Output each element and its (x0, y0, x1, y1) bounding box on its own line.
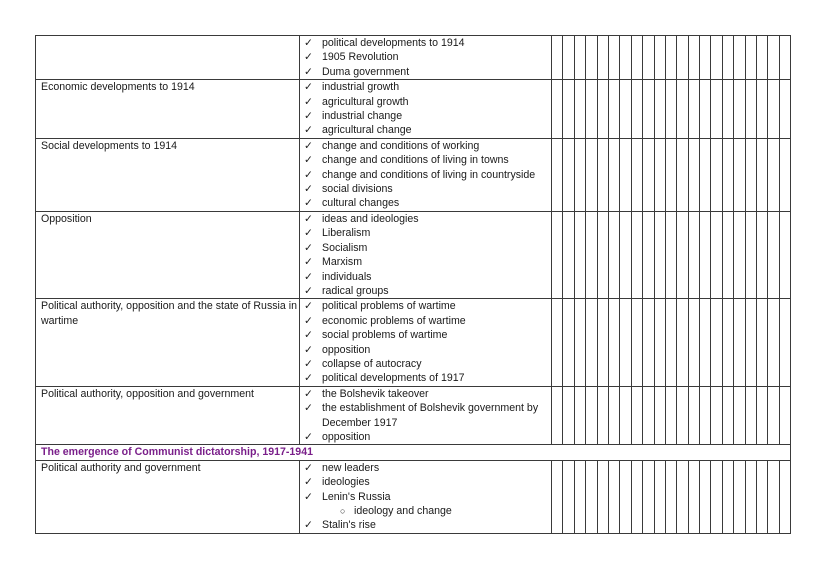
list-item (304, 109, 551, 123)
list-item (304, 371, 551, 385)
tick-box-cell[interactable] (608, 138, 619, 211)
tick-box-cell[interactable] (552, 299, 563, 386)
tick-box-cell[interactable] (722, 299, 733, 386)
tick-box-cell[interactable] (700, 138, 711, 211)
tick-box-cell[interactable] (608, 36, 619, 80)
tick-box-cell[interactable] (688, 80, 699, 139)
tick-box-cell[interactable] (768, 386, 779, 445)
tick-box-cell[interactable] (574, 299, 585, 386)
tick-box-cell[interactable] (757, 80, 768, 139)
checkmark-icon: ✓ (304, 212, 313, 225)
tick-box-cell[interactable] (563, 36, 574, 80)
items-cell (300, 80, 552, 139)
list-item-label: agricultural change (322, 124, 412, 137)
tick-box-cell[interactable] (768, 36, 779, 80)
tick-box-cell[interactable] (700, 211, 711, 298)
table-row (36, 386, 791, 445)
checkmark-icon: ✓ (304, 95, 313, 108)
checkmark-icon: ✓ (304, 430, 313, 443)
tick-box-cell[interactable] (643, 36, 654, 80)
tick-box-cell[interactable] (586, 299, 597, 386)
checkmark-icon: ✓ (304, 227, 313, 240)
list-item-label: Stalin's rise (322, 519, 376, 532)
tick-box-cell[interactable] (597, 36, 608, 80)
tick-box-cell[interactable] (597, 138, 608, 211)
tick-box-cell[interactable] (631, 138, 642, 211)
tick-box-cell[interactable] (665, 36, 676, 80)
tick-box-cell[interactable] (677, 460, 688, 533)
list-item (304, 182, 551, 196)
items-cell (300, 386, 552, 445)
tick-box-cell[interactable] (677, 386, 688, 445)
checkmark-icon: ✓ (304, 124, 313, 137)
tick-box-cell[interactable] (757, 211, 768, 298)
tick-box-cell[interactable] (779, 460, 790, 533)
tick-box-cell[interactable] (643, 80, 654, 139)
tick-box-cell[interactable] (631, 211, 642, 298)
list-item (304, 343, 551, 357)
tick-box-cell[interactable] (734, 211, 745, 298)
table-row (36, 80, 791, 139)
tick-box-cell[interactable] (552, 80, 563, 139)
tick-box-cell[interactable] (768, 211, 779, 298)
items-cell (300, 460, 552, 533)
tick-box-cell[interactable] (688, 211, 699, 298)
list-item-label: Duma government (322, 65, 410, 78)
tick-box-cell[interactable] (779, 299, 790, 386)
tick-box-cell[interactable] (745, 299, 756, 386)
checkmark-icon: ✓ (304, 329, 313, 342)
tick-box-cell[interactable] (631, 36, 642, 80)
tick-box-cell[interactable] (779, 386, 790, 445)
tick-box-cell[interactable] (677, 36, 688, 80)
tick-box-cell[interactable] (677, 138, 688, 211)
tick-box-cell[interactable] (734, 299, 745, 386)
items-cell (300, 299, 552, 386)
tick-box-cell[interactable] (757, 36, 768, 80)
checkmark-icon: ✓ (304, 519, 313, 532)
tick-box-cell[interactable] (574, 211, 585, 298)
list-item (304, 490, 551, 504)
tick-box-cell[interactable] (722, 80, 733, 139)
tick-box-cell[interactable] (711, 211, 722, 298)
list-item (304, 139, 551, 153)
checkmark-icon: ✓ (304, 197, 313, 210)
tick-box-cell[interactable] (563, 211, 574, 298)
list-item (304, 95, 551, 109)
checkmark-icon: ✓ (304, 402, 313, 415)
tick-box-cell[interactable] (552, 36, 563, 80)
list-item (304, 196, 551, 210)
tick-box-cell[interactable] (722, 36, 733, 80)
tick-box-cell[interactable] (665, 386, 676, 445)
document-page (35, 35, 791, 534)
tick-box-cell[interactable] (597, 211, 608, 298)
tick-box-cell[interactable] (768, 80, 779, 139)
tick-box-cell[interactable] (608, 211, 619, 298)
checkmark-icon: ✓ (304, 168, 313, 181)
list-item (304, 255, 551, 269)
list-item-label: change and conditions of living in towns (322, 154, 509, 167)
list-item (304, 168, 551, 182)
tick-box-cell[interactable] (688, 386, 699, 445)
tick-box-cell[interactable] (757, 386, 768, 445)
tick-box-cell[interactable] (665, 299, 676, 386)
checkmark-icon: ✓ (304, 110, 313, 123)
list-item (304, 241, 551, 255)
list-item (304, 401, 551, 430)
tick-box-cell[interactable] (722, 211, 733, 298)
tick-box-cell[interactable] (779, 138, 790, 211)
list-item (304, 299, 551, 313)
table-row (36, 36, 791, 80)
items-cell (300, 36, 552, 80)
tick-box-cell[interactable] (563, 386, 574, 445)
list-item (304, 123, 551, 137)
tick-box-cell[interactable] (643, 211, 654, 298)
tick-box-cell[interactable] (734, 36, 745, 80)
tick-box-cell[interactable] (620, 299, 631, 386)
tick-box-cell[interactable] (745, 36, 756, 80)
list-item-label: agricultural growth (322, 95, 409, 108)
list-item-label: political developments of 1917 (322, 372, 465, 385)
tick-box-cell[interactable] (620, 211, 631, 298)
tick-box-cell[interactable] (654, 460, 665, 533)
table-row (36, 138, 791, 211)
tick-box-cell[interactable] (597, 460, 608, 533)
list-item-label: industrial change (322, 110, 403, 123)
tick-box-cell[interactable] (631, 386, 642, 445)
checkmark-icon: ✓ (304, 183, 313, 196)
checkmark-icon: ✓ (304, 51, 313, 64)
tick-box-cell[interactable] (677, 211, 688, 298)
tick-box-cell[interactable] (586, 386, 597, 445)
tick-box-cell[interactable] (608, 80, 619, 139)
checkmark-icon: ✓ (304, 476, 313, 489)
table-row (36, 299, 791, 386)
topic-cell: Political authority, opposition and the state of Russia in wartime (36, 299, 300, 386)
tick-box-cell[interactable] (608, 460, 619, 533)
tick-box-cell[interactable] (711, 386, 722, 445)
checkmark-icon: ✓ (304, 81, 313, 94)
checkmark-icon: ✓ (304, 284, 313, 297)
revision-checklist-table (35, 35, 791, 534)
tick-box-cell[interactable] (620, 80, 631, 139)
checkmark-icon: ✓ (304, 372, 313, 385)
checkmark-icon: ✓ (304, 300, 313, 313)
tick-box-cell[interactable] (665, 138, 676, 211)
table-row (36, 460, 791, 533)
list-item-label: Marxism (322, 256, 363, 269)
list-item-label: economic problems of wartime (322, 314, 466, 327)
tick-box-cell[interactable] (563, 299, 574, 386)
list-item-label: the establishment of Bolshevik government by December 1917 (322, 402, 539, 429)
tick-box-cell[interactable] (745, 211, 756, 298)
list-item-label: opposition (322, 343, 371, 356)
tick-box-cell[interactable] (757, 138, 768, 211)
tick-box-cell[interactable] (722, 460, 733, 533)
list-item-label: Socialism (322, 241, 368, 254)
tick-box-cell[interactable] (700, 460, 711, 533)
topic-cell (36, 36, 300, 80)
tick-box-cell[interactable] (643, 299, 654, 386)
tick-box-cell[interactable] (768, 299, 779, 386)
list-item-label: political developments to 1914 (322, 37, 465, 49)
topic-cell: Social developments to 1914 (36, 138, 300, 211)
items-cell (300, 211, 552, 298)
tick-box-cell[interactable] (654, 211, 665, 298)
tick-box-cell[interactable] (608, 299, 619, 386)
list-item (304, 80, 551, 94)
list-item-label: ideas and ideologies (322, 212, 419, 225)
tick-box-cell[interactable] (586, 211, 597, 298)
tick-box-cell[interactable] (643, 460, 654, 533)
sub-list-item (304, 504, 551, 518)
list-item-label: radical groups (322, 284, 389, 297)
tick-box-cell[interactable] (665, 80, 676, 139)
tick-box-cell[interactable] (745, 80, 756, 139)
tick-box-cell[interactable] (757, 299, 768, 386)
tick-box-cell[interactable] (631, 460, 642, 533)
tick-box-cell[interactable] (665, 460, 676, 533)
checkmark-icon: ✓ (304, 490, 313, 503)
tick-box-cell[interactable] (643, 386, 654, 445)
topic-cell: Economic developments to 1914 (36, 80, 300, 139)
tick-box-cell[interactable] (677, 80, 688, 139)
checkmark-icon: ✓ (304, 387, 313, 400)
tick-box-cell[interactable] (608, 386, 619, 445)
list-item (304, 461, 551, 475)
tick-box-cell[interactable] (745, 460, 756, 533)
list-item (304, 475, 551, 489)
tick-box-cell[interactable] (654, 386, 665, 445)
tick-box-cell[interactable] (597, 386, 608, 445)
tick-box-cell[interactable] (643, 138, 654, 211)
checkmark-icon: ✓ (304, 461, 313, 474)
table-row (36, 211, 791, 298)
tick-box-cell[interactable] (620, 460, 631, 533)
tick-box-cell[interactable] (711, 80, 722, 139)
checkmark-icon: ✓ (304, 241, 313, 254)
tick-box-cell[interactable] (779, 36, 790, 80)
tick-box-cell[interactable] (711, 460, 722, 533)
tick-box-cell[interactable] (768, 460, 779, 533)
list-item-label: ideologies (322, 476, 370, 489)
circle-bullet-icon: ○ (340, 506, 346, 516)
list-item (304, 270, 551, 284)
topic-cell: Opposition (36, 211, 300, 298)
list-item-label: industrial growth (322, 81, 400, 94)
list-item (304, 430, 551, 444)
list-item-label: new leaders (322, 461, 380, 474)
tick-box-cell[interactable] (552, 460, 563, 533)
checkmark-icon: ✓ (304, 270, 313, 283)
items-cell (300, 138, 552, 211)
tick-box-cell[interactable] (757, 460, 768, 533)
list-item-label: cultural changes (322, 197, 400, 210)
tick-box-cell[interactable] (722, 386, 733, 445)
tick-box-cell[interactable] (654, 36, 665, 80)
list-item-label: collapse of autocracy (322, 357, 422, 370)
tick-box-cell[interactable] (552, 138, 563, 211)
tick-box-cell[interactable] (779, 211, 790, 298)
checkmark-icon: ✓ (304, 314, 313, 327)
checkmark-icon: ✓ (304, 154, 313, 167)
checkmark-icon: ✓ (304, 65, 313, 78)
tick-box-cell[interactable] (574, 80, 585, 139)
tick-box-cell[interactable] (665, 211, 676, 298)
list-item (304, 387, 551, 401)
list-item-label: social divisions (322, 183, 393, 196)
list-item-label: political problems of wartime (322, 300, 456, 313)
tick-box-cell[interactable] (552, 386, 563, 445)
tick-box-cell[interactable] (574, 386, 585, 445)
tick-box-cell[interactable] (677, 299, 688, 386)
tick-box-cell[interactable] (586, 460, 597, 533)
section-header-row (36, 445, 791, 460)
tick-box-cell[interactable] (700, 299, 711, 386)
tick-box-cell[interactable] (745, 386, 756, 445)
tick-box-cell[interactable] (768, 138, 779, 211)
tick-box-cell[interactable] (734, 138, 745, 211)
checkmark-icon: ✓ (304, 37, 313, 49)
tick-box-cell[interactable] (688, 460, 699, 533)
tick-box-cell[interactable] (700, 386, 711, 445)
tick-box-cell[interactable] (734, 386, 745, 445)
tick-box-cell[interactable] (734, 80, 745, 139)
tick-box-cell[interactable] (563, 460, 574, 533)
list-item (304, 65, 551, 79)
tick-box-cell[interactable] (700, 36, 711, 80)
tick-box-cell[interactable] (700, 80, 711, 139)
tick-box-cell[interactable] (711, 138, 722, 211)
tick-box-cell[interactable] (586, 80, 597, 139)
checkmark-icon: ✓ (304, 343, 313, 356)
list-item-label: change and conditions of living in countryside (322, 168, 536, 181)
list-item-label: opposition (322, 430, 371, 443)
list-item-label: the Bolshevik takeover (322, 387, 429, 400)
tick-box-cell[interactable] (597, 80, 608, 139)
list-item (304, 357, 551, 371)
list-item-label: change and conditions of working (322, 139, 480, 152)
tick-box-cell[interactable] (620, 36, 631, 80)
tick-box-cell[interactable] (631, 80, 642, 139)
tick-box-cell[interactable] (745, 138, 756, 211)
list-item-label: 1905 Revolution (322, 51, 399, 64)
tick-box-cell[interactable] (620, 386, 631, 445)
tick-box-cell[interactable] (574, 460, 585, 533)
tick-box-cell[interactable] (586, 36, 597, 80)
tick-box-cell[interactable] (563, 138, 574, 211)
tick-box-cell[interactable] (654, 80, 665, 139)
list-item (304, 328, 551, 342)
list-item-label: social problems of wartime (322, 329, 448, 342)
list-item-label: Lenin's Russia (322, 490, 391, 503)
list-item (304, 36, 551, 50)
tick-box-cell[interactable] (688, 36, 699, 80)
tick-box-cell[interactable] (688, 138, 699, 211)
tick-box-cell[interactable] (586, 138, 597, 211)
tick-box-cell[interactable] (552, 211, 563, 298)
checkmark-icon: ✓ (304, 256, 313, 269)
list-item (304, 153, 551, 167)
list-item (304, 212, 551, 226)
tick-box-cell[interactable] (711, 299, 722, 386)
list-item (304, 50, 551, 64)
topic-cell: Political authority, opposition and government (36, 386, 300, 445)
tick-box-cell[interactable] (574, 36, 585, 80)
list-item (304, 226, 551, 240)
tick-box-cell[interactable] (711, 36, 722, 80)
list-item (304, 518, 551, 532)
tick-box-cell[interactable] (722, 138, 733, 211)
tick-box-cell[interactable] (688, 299, 699, 386)
topic-cell: Political authority and government (36, 460, 300, 533)
list-item-label: individuals (322, 270, 372, 283)
list-item-label: Liberalism (322, 227, 371, 240)
list-item (304, 284, 551, 298)
list-item (304, 314, 551, 328)
tick-box-cell[interactable] (654, 138, 665, 211)
sub-list-item-label: ideology and change (354, 505, 452, 517)
tick-box-cell[interactable] (597, 299, 608, 386)
section-title: The emergence of Communist dictatorship, 1917-1941 (36, 445, 791, 460)
tick-box-cell[interactable] (631, 299, 642, 386)
tick-box-cell[interactable] (779, 80, 790, 139)
checkmark-icon: ✓ (304, 139, 313, 152)
tick-box-cell[interactable] (734, 460, 745, 533)
tick-box-cell[interactable] (574, 138, 585, 211)
checkmark-icon: ✓ (304, 357, 313, 370)
tick-box-cell[interactable] (620, 138, 631, 211)
tick-box-cell[interactable] (563, 80, 574, 139)
tick-box-cell[interactable] (654, 299, 665, 386)
